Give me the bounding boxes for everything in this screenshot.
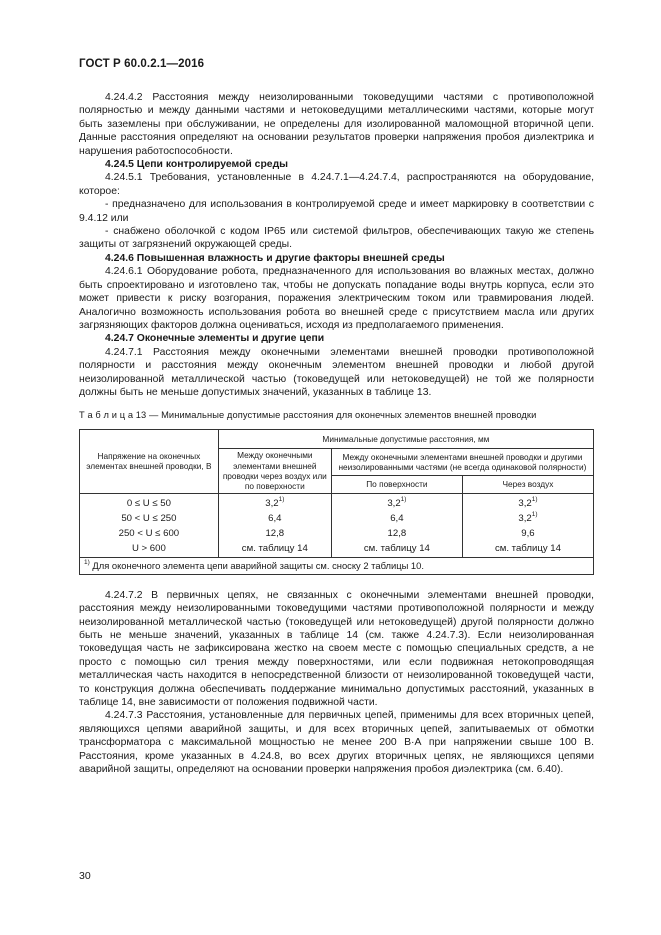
table-footnote: $^{1)}$ Для оконечного элемента цепи аварийной защиты см. сноску 2 таблицы 10.: [80, 557, 594, 574]
header-between-wiring: Между оконечными элементами внешней проводки через воздух или по поверхности: [218, 448, 331, 493]
cell-between: 3,2$^{1)}$: [218, 493, 331, 511]
header-surface: По поверхности: [331, 476, 462, 493]
page-content: [79, 91, 594, 776]
header-between-other: Между оконечными элементами внешней проводки и другими неизолированными частями (не всегда одинаковой полярности): [331, 448, 593, 475]
cell-voltage: 0 ≤ U ≤ 50: [80, 493, 219, 511]
paragraph-4-24-6-1: 4.24.6.1 Оборудование робота, предназначенного для использования во влажных местах, должно быть спроектировано и изготовлено так, чтобы не допускать попадание воды внутрь корпуса, если это может привести к риску возгорания, поражения электрическим током или травмирования людей. Аналогично возможность использования робота во внешней среде с присутствием масла или других загрязняющих факторов должна оцениваться, исходя из предполагаемого применения.: [79, 266, 594, 331]
table-row: [80, 541, 594, 558]
cell-surface: см. таблицу 14: [331, 541, 462, 558]
cell-air: 3,2$^{1)}$: [462, 493, 593, 511]
cell-voltage: 50 < U ≤ 250: [80, 511, 219, 526]
header-voltage: Напряжение на оконечных элементах внешней проводки, В: [80, 429, 219, 493]
paragraph-4-24-7-1: 4.24.7.1 Расстояния между оконечными элементами внешней проводки противоположной полярности и расстояния между оконечным элементом внешней проводки и любой другой неизолированной металлической частью (токоведущей или нетоковедущей) не той же полярности должны быть не меньше допустимых значений, указанных в таблице 13.: [79, 346, 594, 398]
table-row: [80, 526, 594, 541]
cell-between: см. таблицу 14: [218, 541, 331, 558]
document-header: ГОСТ Р 60.0.2.1—2016: [79, 58, 205, 70]
cell-air: 9,6: [462, 526, 593, 541]
heading-4-24-6: 4.24.6 Повышенная влажность и другие факторы внешней среды: [105, 252, 445, 264]
paragraph-4-24-4-2: 4.24.4.2 Расстояния между неизолированными токоведущими частями с противоположной полярностью и между данными частями и нетоковедущими металлическими частями, которые могут быть заземлены при обслуживании, не определены для изолированной маломощной вторичной цепи. Данные расстояния определяют на основании результатов проверки напряжения пробоя диэлектрика и нарушения работоспособности.: [79, 92, 594, 157]
clearance-table: [79, 429, 594, 575]
paragraph-4-24-7-2: 4.24.7.2 В первичных цепях, не связанных с оконечными элементами внешней проводки, расстояния между неизолированными токоведущими частями противоположной полярности и между неизолированной металлической частью (токоведущей или нетоковедущей) другой полярности должно быть не меньше значений, указанных в таблице 14 (см. также 4.24.7.3). Если неизолированная токоведущая часть не зафиксирована жестко на своем месте с помощью специальных средств, а не просто с помощью сил трения между поверхностями, или если подвижная нетокопроводящая металлическая часть находится в непосредственной близости от неизолированной токоведущей части, то конструкция должна обеспечивать поддержание минимально допустимых расстояний, указанных в таблице 14, вне зависимости от положения подвижной части.: [79, 589, 594, 709]
cell-surface: 6,4: [331, 511, 462, 526]
table-row: [80, 493, 594, 511]
cell-between: 12,8: [218, 526, 331, 541]
page-number: 30: [79, 870, 91, 882]
list-item-ip65-enclosure: - снабжено оболочкой с кодом IP65 или системой фильтров, обеспечивающих такую же степень защиты от загрязнений окружающей среды.: [79, 226, 594, 251]
header-min-distance: Минимальные допустимые расстояния, мм: [218, 429, 593, 448]
cell-air: 3,2$^{1)}$: [462, 511, 593, 526]
paragraph-4-24-5-1: 4.24.5.1 Требования, установленные в 4.24.7.1—4.24.7.4, распространяются на оборудование, которое:: [79, 172, 594, 197]
table-row: [80, 511, 594, 526]
heading-4-24-5: 4.24.5 Цепи контролируемой среды: [105, 159, 289, 171]
cell-between: 6,4: [218, 511, 331, 526]
list-item-controlled-environment: - предназначено для использования в контролируемой среде и имеет маркировку в соответствии с 9.4.12 или: [79, 199, 594, 224]
header-air: Через воздух: [462, 476, 593, 493]
heading-4-24-7: 4.24.7 Оконечные элементы и другие цепи: [105, 333, 325, 345]
cell-surface: 12,8: [331, 526, 462, 541]
cell-air: см. таблицу 14: [462, 541, 593, 558]
table-caption: Т а б л и ц а 13 — Минимальные допустимые расстояния для оконечных элементов внешней проводки: [79, 410, 537, 421]
paragraph-4-24-7-3: 4.24.7.3 Расстояния, установленные для первичных цепей, применимы для всех вторичных цепей, являющихся цепями аварийной защиты, и для всех вторичных цепей, запитываемых от обмотки трансформатора с максимальной мощностью не менее 200 В·А при напряжении свыше 100 В. Расстояния, кроме указанных в 4.24.8, во всех других вторичных цепях, не являющихся цепями аварийной защиты, определяют на основании проверки напряжения пробоя диэлектрика (см. 6.40).: [79, 710, 594, 776]
cell-voltage: U > 600: [80, 541, 219, 558]
cell-surface: 3,2$^{1)}$: [331, 493, 462, 511]
cell-voltage: 250 < U ≤ 600: [80, 526, 219, 541]
